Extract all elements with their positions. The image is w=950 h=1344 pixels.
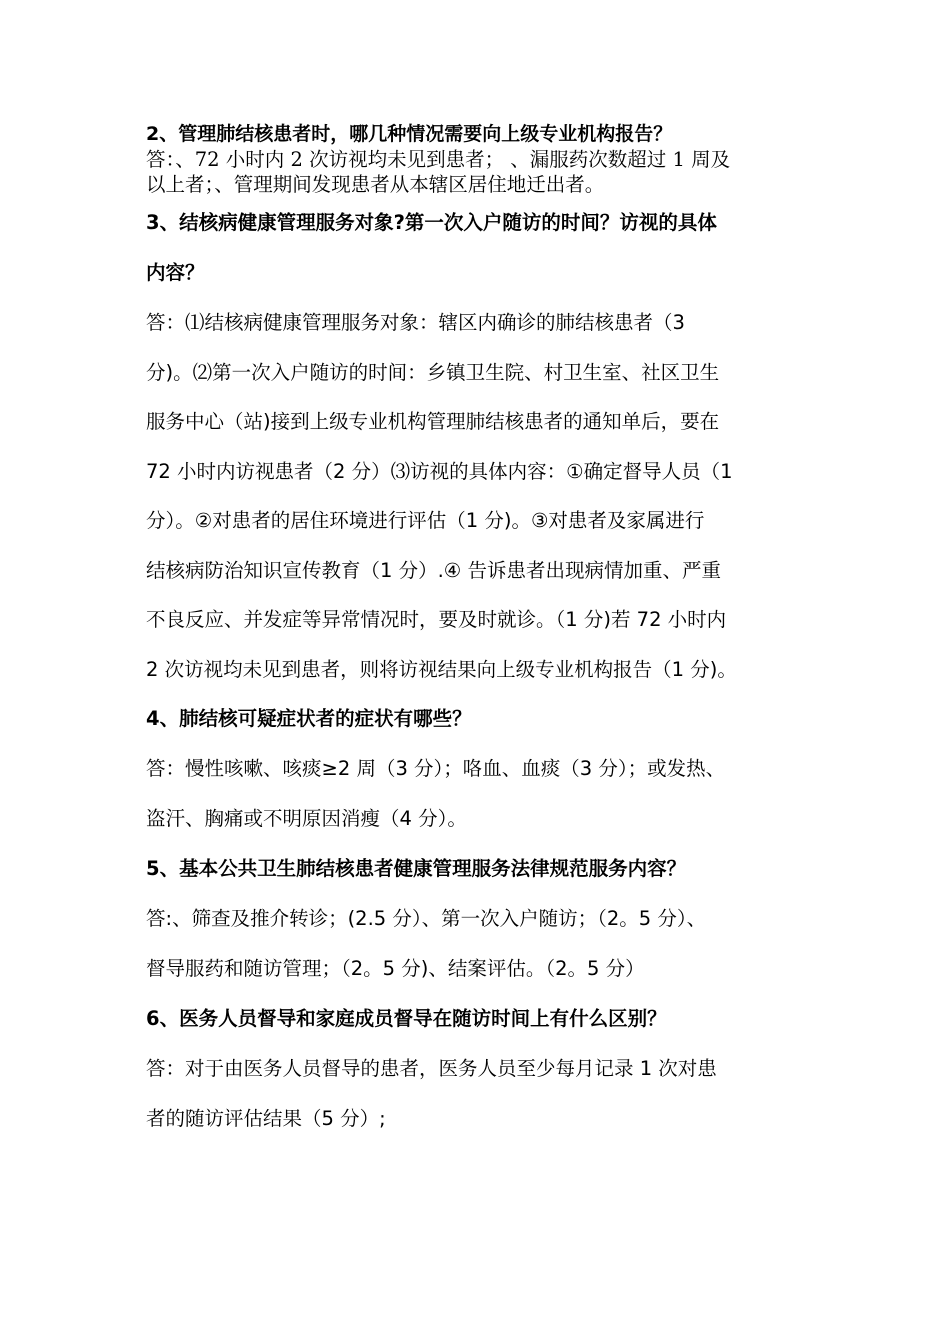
- question-2-block: [146, 122, 816, 197]
- question-4-answer-line-1: 答：慢性咳嗽、咳痰≥2 周（3 分）；咯血、血痰（3 分）；或发热、: [146, 757, 726, 780]
- question-2-heading: 2、管理肺结核患者时，哪几种情况需要向上级专业机构报告？: [146, 123, 673, 145]
- question-6-heading: 6、医务人员督导和家庭成员督导在随访时间上有什么区别？: [146, 1007, 667, 1030]
- question-3-answer-line-4: 72 小时内访视患者（2 分）⑶访视的具体内容：①确定督导人员（1: [146, 460, 733, 483]
- question-3-answer-line-8: 2 次访视均未见到患者，则将访视结果向上级专业机构报告（1 分)。: [146, 658, 737, 681]
- question-4-answer-line-2: 盗汗、胸痛或不明原因消瘦（4 分）。: [146, 807, 467, 830]
- question-5-answer-line-1: 答:、筛查及推介转诊；(2.5 分）、第一次入户随访；（2。5 分）、: [146, 907, 707, 930]
- question-3-answer-line-2: 分)。⑵第一次入户随访的时间：乡镇卫生院、村卫生室、社区卫生: [146, 361, 720, 384]
- question-2-answer-line-1: 答：、72 小时内 2 次访视均未见到患者； 、漏服药次数超过 1 周及: [146, 148, 731, 171]
- question-3-heading-line-2: 内容？: [146, 261, 205, 284]
- question-3-answer-line-5: 分）。②对患者的居住环境进行评估（1 分)。③对患者及家属进行: [146, 509, 705, 532]
- question-4-heading: 4、肺结核可疑症状者的症状有哪些？: [146, 707, 472, 730]
- question-3-answer-line-7: 不良反应、并发症等异常情况时，要及时就诊。（1 分)若 72 小时内: [146, 608, 727, 631]
- question-3-answer-line-1: 答：⑴结核病健康管理服务对象：辖区内确诊的肺结核患者（3: [146, 311, 685, 334]
- question-3-answer-line-6: 结核病防治知识宣传教育（1 分）.④ 告诉患者出现病情加重、严重: [146, 559, 721, 582]
- question-3-answer-line-3: 服务中心（站)接到上级专业机构管理肺结核患者的通知单后，要在: [146, 410, 720, 433]
- question-5-heading: 5、基本公共卫生肺结核患者健康管理服务法律规范服务内容？: [146, 857, 687, 880]
- question-3-heading-line-1: 3、结核病健康管理服务对象?第一次入户随访的时间？访视的具体: [146, 211, 717, 234]
- question-6-answer-line-1: 答：对于由医务人员督导的患者，医务人员至少每月记录 1 次对患: [146, 1057, 717, 1080]
- question-6-answer-line-2: 者的随访评估结果（5 分）;: [146, 1107, 386, 1130]
- question-5-answer-line-2: 督导服药和随访管理；（2。5 分)、结案评估。（2。5 分）: [146, 957, 645, 980]
- question-2-answer-line-2: 以上者；、管理期间发现患者从本辖区居住地迁出者。: [146, 173, 605, 196]
